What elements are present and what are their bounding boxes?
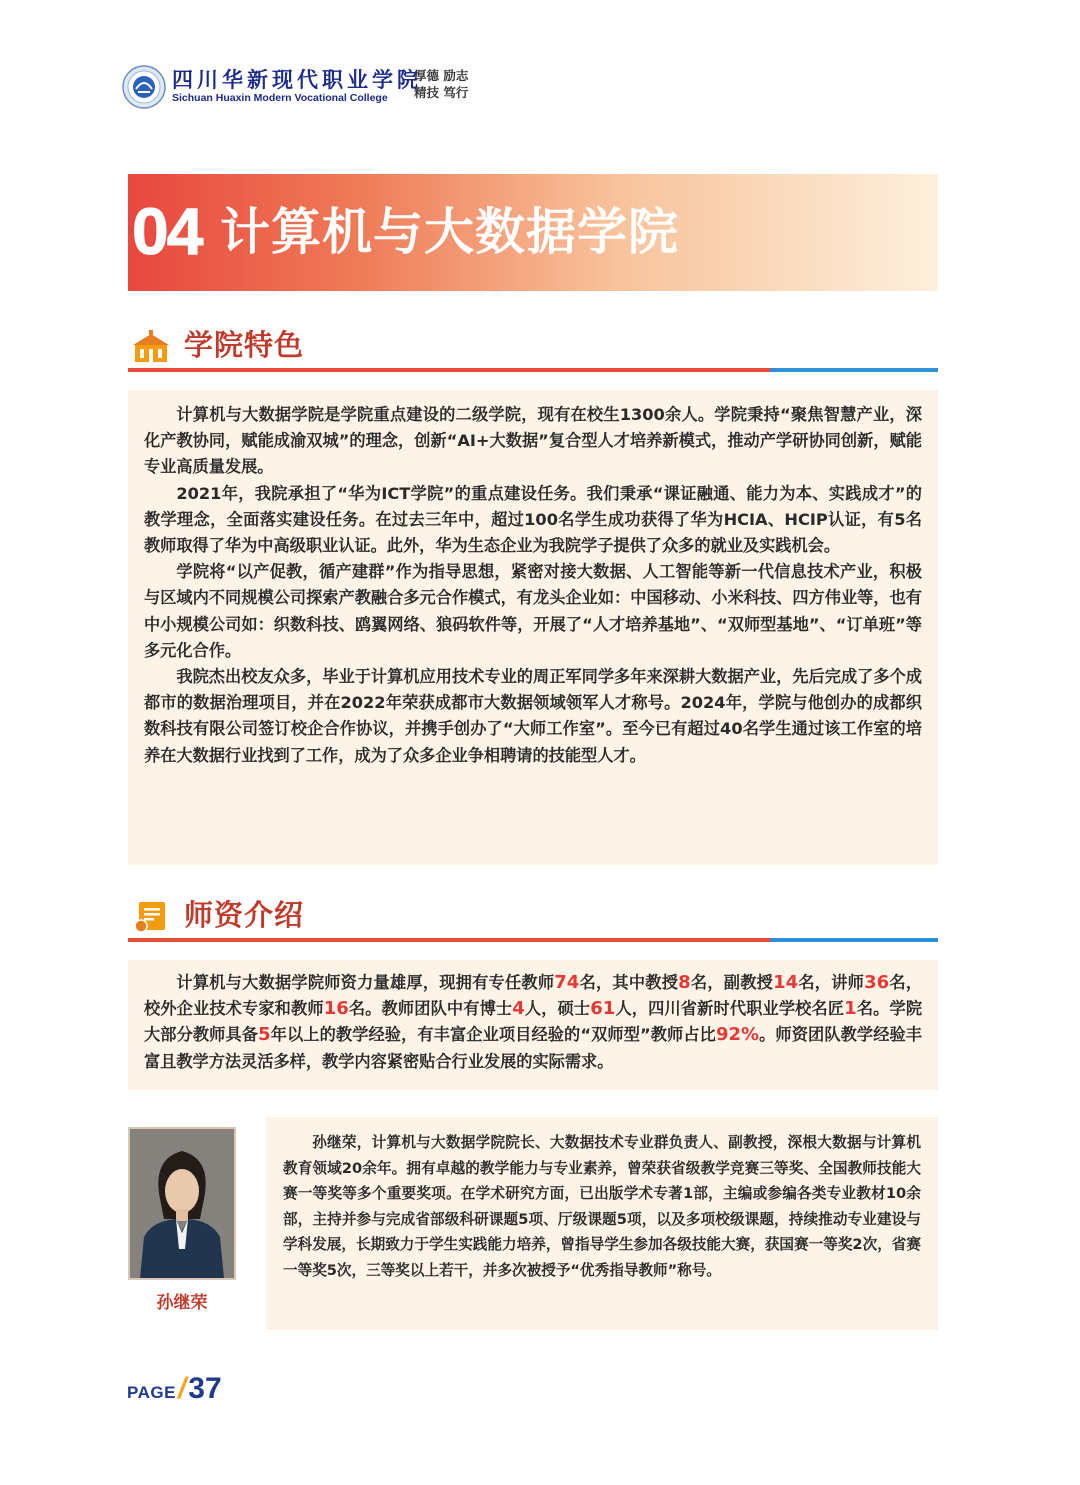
faculty-stat-number: 92% [715, 1024, 760, 1046]
faculty-stat-number: 8 [678, 972, 691, 993]
faculty-intro-text: 。师资团队教学经验丰富且教学方法灵活多样，教学内容紧密贴合行业发展的实际需求。 [144, 1025, 922, 1071]
page-number [127, 1372, 222, 1406]
faculty-stat-number: 4 [512, 998, 525, 1020]
section-divider-red [128, 938, 770, 942]
section-divider-red [128, 368, 770, 372]
faculty-intro-paragraph [144, 970, 922, 1075]
faculty-panel [128, 960, 938, 1090]
faculty-intro-text: 名。教师团队中有博士 [348, 999, 513, 1019]
faculty-intro-text: 名，校外企业技术专家和教师 [144, 973, 923, 1019]
faculty-intro-text: 名，其中教授 [579, 973, 679, 992]
faculty-stat-number: 61 [590, 998, 616, 1020]
features-paragraph-1: 计算机与大数据学院是学院重点建设的二级学院，现有在校生1300余人。学院秉持“聚焦智慧产业，深化产教协同，赋能成渝双城”的理念，创新“AI+大数据”复合型人才培养新模式，推动产学研协同创新，赋能专业高质量发展。 [144, 405, 922, 477]
section-divider-blue [770, 368, 938, 372]
motto-line-1: 厚德 励志 [414, 68, 469, 83]
page-number-value: 37 [188, 1372, 222, 1405]
page-label: PAGE [127, 1383, 176, 1402]
profile-name: 孙继荣 [156, 1293, 208, 1313]
faculty-intro-text: 计算机与大数据学院师资力量雄厚，现拥有专任教师 [176, 973, 555, 992]
faculty-intro-text: 名，讲师 [798, 973, 865, 992]
features-paragraph-3: 学院将“以产促教，循产建群”作为指导思想，紧密对接大数据、人工智能等新一代信息技术产业，积极与区域内不同规模公司探索产教融合多元合作模式，有龙头企业如：中国移动、小米科技、四方伟业等，也有中小规模公司如：织数科技、鸥翼网络、狼码软件等，开展了“人才培养基地”、“双师型基地”、“订单班”等多元化合作。 [144, 562, 922, 660]
school-name-en: Sichuan Huaxin Modern Vocational College [172, 92, 388, 104]
profile-bio-panel [266, 1117, 938, 1330]
chapter-banner [128, 174, 938, 291]
faculty-stat-number: 5 [258, 1024, 271, 1046]
school-name-cn: 四川华新现代职业学院 [172, 67, 422, 92]
faculty-stat-number: 1 [844, 998, 857, 1020]
profile-bio-text: 孙继荣，计算机与大数据学院院长、大数据技术专业群负责人、副教授，深根大数据与计算机教育领域20余年。拥有卓越的教学能力与专业素养，曾荣获省级教学竞赛三等奖、全国教师技能大赛一等奖等多个重要奖项。在学术研究方面，已出版学术专著1部，主编或参编各类专业教材10余部，主持并参与完成省部级科研课题5项、厅级课题5项，以及多项校级课题，持续推动专业建设与学科发展，长期致力于学生实践能力培养，曾指导学生参加各级技能大赛，获国赛一等奖2次，省赛一等奖5次，三等奖以上若干，并多次被授予“优秀指导教师”称号。 [283, 1134, 921, 1279]
features-paragraph-4: 我院杰出校友众多，毕业于计算机应用技术专业的周正军同学多年来深耕大数据产业，先后完成了多个成都市的数据治理项目，并在2022年荣获成都市大数据领域领军人才称号。2024年，学院与他创办的成都织数科技有限公司签订校企合作协议，并携手创办了“大师工作室”。至今已有超过40名学生通过该工作室的培养在大数据行业找到了工作，成为了众多企业争相聘请的技能型人才。 [144, 667, 922, 765]
section-title-features: 学院特色 [184, 328, 305, 362]
faculty-intro-text: 名。学院大部分教师具备 [144, 999, 923, 1045]
features-paragraph-2: 2021年，我院承担了“华为ICT学院”的重点建设任务。我们秉承“课证融通、能力为本、实践成才”的教学理念，全面落实建设任务。在过去三年中，超过100名学生成功获得了华为HCIA、HCIP认证，有5名教师取得了华为中高级职业认证。此外，华为生态企业为我院学子提供了众多的就业及实践机会。 [144, 483, 922, 556]
faculty-intro-text: 名，副教授 [690, 973, 774, 992]
motto-line-2: 精技 笃行 [414, 85, 469, 100]
section-header-faculty [128, 896, 938, 942]
college-logo-icon [122, 65, 166, 109]
certificate-icon [131, 900, 171, 934]
school-motto [414, 67, 468, 101]
header [122, 62, 522, 114]
faculty-stat-number: 36 [864, 972, 890, 993]
page-slash: / [177, 1372, 187, 1405]
features-panel [128, 390, 938, 865]
section-header-features [128, 326, 938, 372]
faculty-stat-number: 16 [323, 998, 349, 1020]
faculty-intro-text: 人，四川省新时代职业学校名匠 [615, 999, 845, 1019]
building-icon [131, 330, 171, 364]
faculty-intro-text: 年以上的教学经验，有丰富企业项目经验的“双师型”教师占比 [270, 1025, 716, 1045]
section-title-faculty: 师资介绍 [184, 898, 305, 932]
portrait-image [130, 1129, 234, 1278]
faculty-stat-number: 74 [554, 972, 580, 993]
faculty-stat-number: 14 [773, 972, 799, 993]
section-divider-blue [770, 938, 938, 942]
chapter-number: 04 [132, 194, 202, 268]
chapter-title: 计算机与大数据学院 [220, 203, 679, 261]
faculty-intro-text: 人，硕士 [524, 999, 591, 1019]
profile-photo [128, 1127, 236, 1280]
